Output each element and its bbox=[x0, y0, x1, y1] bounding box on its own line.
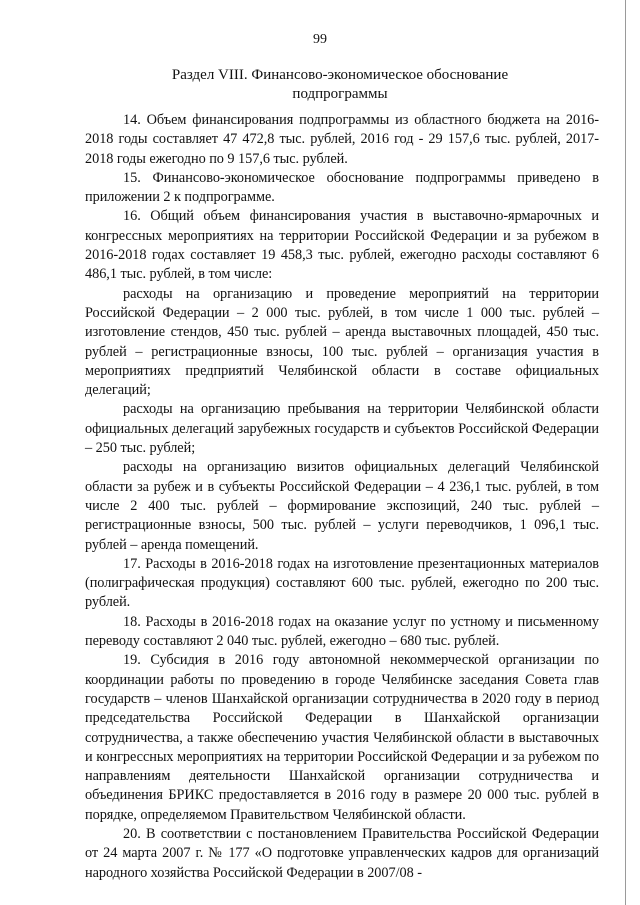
paragraph-17: 17. Расходы в 2016-2018 годах на изготовление презентационных материалов (полиграфическая продукция) составляют 600 тыс. рублей, ежегодно по 200 тыс. рублей. bbox=[85, 555, 599, 611]
page-number: 99 bbox=[313, 32, 327, 47]
paragraph-16-item-delegations-stay: расходы на организацию пребывания на территории Челябинской области официальных делегаций зарубежных государств и субъектов Российской Федерации – 250 тыс. рублей; bbox=[85, 401, 599, 457]
document-body bbox=[85, 111, 599, 883]
paragraph-20: 20. В соответствии с постановлением Правительства Российской Федерации от 24 марта 2007 г. № 177 «О подготовке управленческих кадров для организаций народного хозяйства Российской Федерации в 2007/08 - bbox=[85, 825, 599, 881]
paragraph-14: 14. Объем финансирования подпрограммы из областного бюджета на 2016-2018 годы составляет 47 472,8 тыс. рублей, 2016 год - 29 157,6 тыс. рублей, 2017-2018 годы ежегодно по 9 157,6 тыс. рублей. bbox=[85, 112, 599, 167]
paragraph-19: 19. Субсидия в 2016 году автономной некоммерческой организации по координации работы по проведению в городе Челябинске заседания Совета глав государств – членов Шанхайской организации сотрудничества в 2020 году в период председательства Российской Федерации в Шанхайской организации сотрудничества, а также обеспечению участия Челябинской области в выставочных и конгрессных мероприятиях на территории Российской Федерации и за рубежом по направлениям деятельности Шанхайской организации сотрудничества и объединения БРИКС предоставляется в 2016 году в размере 20 000 тыс. рублей в порядке, определяемом Правительством Челябинской области. bbox=[85, 652, 599, 823]
paragraph-18: 18. Расходы в 2016-2018 годах на оказание услуг по устному и письменному переводу составляют 2 040 тыс. рублей, ежегодно – 680 тыс. рублей. bbox=[85, 613, 599, 650]
section-heading bbox=[90, 66, 590, 104]
paragraph-15: 15. Финансово-экономическое обоснование подпрограммы приведено в приложении 2 к подпрограмме. bbox=[85, 169, 599, 206]
paragraph-16-item-russia: расходы на организацию и проведение мероприятий на территории Российской Федерации – 2 000 тыс. рублей, в том числе 1 000 тыс. рублей – изготовление стендов, 450 тыс. рублей – аренда выставочных площадей, 450 тыс. рублей – регистрационные взносы, 100 тыс. рублей – организация участия в мероприятиях предприятий Челябинской области в составе официальных делегаций; bbox=[85, 285, 599, 399]
section-heading-line-2: подпрограммы bbox=[292, 86, 388, 102]
section-heading-line-1: Раздел VIII. Финансово-экономическое обоснование bbox=[171, 67, 509, 83]
paragraph-16: 16. Общий объем финансирования участия в выставочно-ярмарочных и конгрессных мероприятиях на территории Российской Федерации и за рубежом в 2016-2018 годах составляет 19 458,3 тыс. рублей, ежегодно расходы составляют 6 486,1 тыс. рублей, в том числе: bbox=[85, 208, 599, 283]
page-edge-line bbox=[625, 0, 626, 905]
paragraph-16-item-visits-abroad: расходы на организацию визитов официальных делегаций Челябинской области за рубеж и в субъекты Российской Федерации – 4 236,1 тыс. рублей, в том числе 2 400 тыс. рублей – формирование экспозиций, 240 тыс. рублей – регистрационные взносы, 500 тыс. рублей – услуги переводчиков, 1 096,1 тыс. рублей – аренда помещений. bbox=[85, 459, 599, 553]
